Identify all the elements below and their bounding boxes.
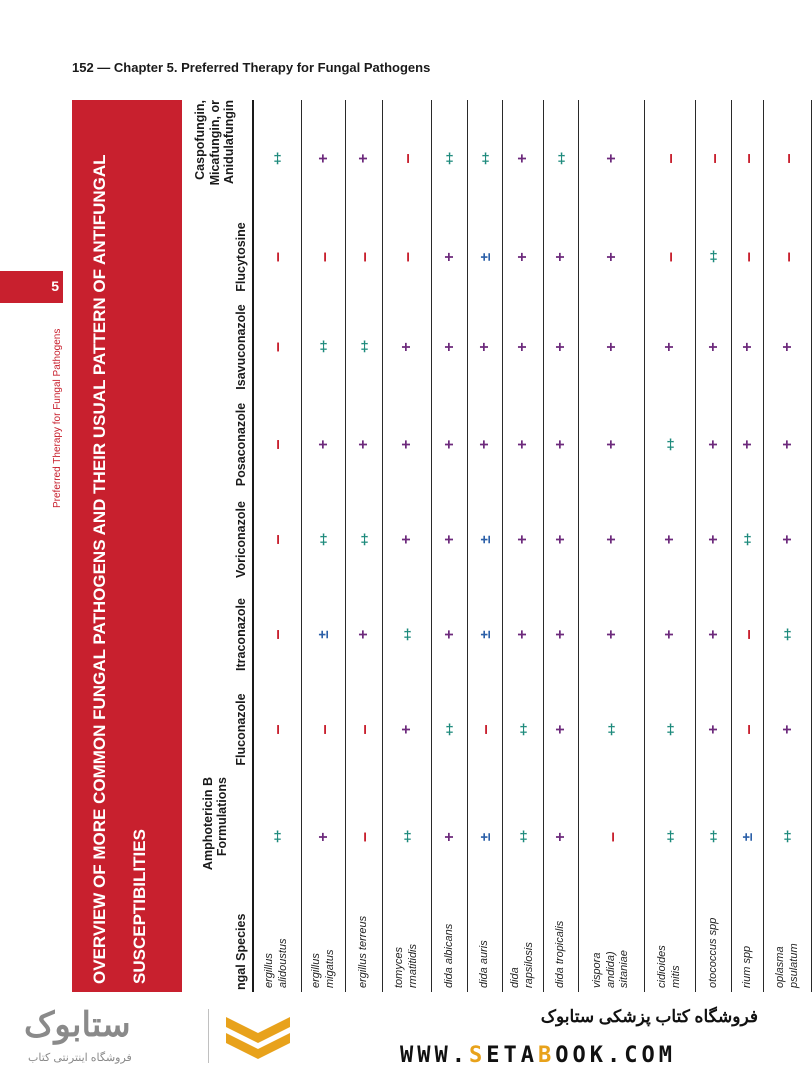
species-name-line: rapsilosis	[523, 942, 535, 988]
brand-wordmark: ستابوک	[24, 1006, 131, 1044]
shop-name: فروشگاه کتاب پزشکی ستابوک	[540, 1007, 758, 1026]
table-row	[346, 100, 382, 992]
minus-symbol: –	[660, 252, 680, 263]
susceptibility-cell	[503, 397, 543, 492]
susceptibility-cell	[346, 587, 382, 682]
species-name-line: mitis	[670, 965, 682, 988]
plus-symbol: +	[704, 342, 722, 352]
susceptibility-cell	[696, 100, 731, 217]
plus-symbol: +	[778, 439, 796, 450]
plus-symbol: +	[661, 342, 678, 352]
plus-minus-symbol: ±	[476, 252, 494, 262]
table-header	[182, 100, 252, 992]
plus-symbol: +	[552, 724, 569, 735]
url-part: OOK.COM	[555, 1043, 676, 1068]
double-dagger-symbol: ‡	[402, 828, 412, 846]
minus-symbol: –	[267, 629, 287, 640]
plus-symbol: +	[704, 534, 722, 545]
plus-symbol: +	[738, 342, 756, 352]
double-dagger-symbol: ‡	[607, 721, 616, 738]
susceptibility-cell	[346, 682, 382, 777]
susceptibility-cell	[544, 682, 578, 777]
double-dagger-symbol: ‡	[709, 828, 718, 846]
susceptibility-cell	[579, 682, 644, 777]
plus-symbol: +	[440, 629, 458, 640]
url-accent: S	[468, 1043, 487, 1068]
species-name	[383, 897, 431, 992]
susceptibility-cell	[503, 217, 543, 297]
double-dagger-symbol: ‡	[445, 150, 454, 167]
minus-symbol: –	[703, 153, 724, 164]
double-dagger-symbol: ‡	[272, 828, 282, 846]
susceptibility-cell	[383, 492, 431, 587]
plus-symbol: +	[355, 153, 372, 164]
susceptibility-cell	[579, 100, 644, 217]
susceptibility-cell	[645, 297, 695, 397]
susceptibility-cell	[503, 297, 543, 397]
susceptibility-cell	[732, 100, 763, 217]
minus-symbol: –	[737, 252, 758, 263]
susceptibility-cell	[696, 682, 731, 777]
plus-symbol: +	[738, 439, 756, 450]
table-row	[696, 100, 731, 992]
plus-symbol: +	[398, 534, 415, 545]
susceptibility-cell	[732, 682, 763, 777]
plus-symbol: +	[552, 252, 569, 262]
plus-symbol: +	[398, 342, 415, 352]
species-name	[544, 897, 578, 992]
minus-symbol: –	[737, 629, 758, 640]
susceptibility-cell	[696, 492, 731, 587]
plus-symbol: +	[440, 832, 458, 842]
susceptibility-cell	[645, 682, 695, 777]
plus-symbol: +	[514, 342, 531, 352]
plus-minus-symbol: ±	[476, 832, 494, 842]
susceptibility-cell	[432, 397, 467, 492]
susceptibility-cell	[432, 682, 467, 777]
susceptibility-cell	[732, 297, 763, 397]
susceptibility-cell	[579, 492, 644, 587]
susceptibility-cell	[432, 217, 467, 297]
running-head: 152 — Chapter 5. Preferred Therapy for Fungal Pathogens	[72, 60, 431, 75]
susceptibility-cell	[544, 492, 578, 587]
species-name-line: cidioides	[656, 945, 669, 988]
plus-symbol: +	[661, 629, 678, 640]
susceptibility-cell	[383, 397, 431, 492]
susceptibility-cell	[764, 492, 811, 587]
susceptibility-cell	[468, 297, 502, 397]
minus-symbol: –	[737, 724, 758, 735]
table-row	[503, 100, 543, 992]
table-row	[383, 100, 431, 992]
susceptibility-cell	[764, 777, 811, 897]
species-name-line: dida	[509, 967, 522, 988]
susceptibility-cell	[302, 297, 345, 397]
double-dagger-symbol: ‡	[359, 531, 369, 548]
double-dagger-symbol: ‡	[272, 150, 282, 167]
plus-symbol: +	[314, 832, 332, 842]
plus-symbol: +	[704, 629, 722, 640]
chapter-number: 5	[51, 278, 59, 294]
plus-symbol: +	[514, 252, 531, 262]
susceptibility-cell	[383, 297, 431, 397]
species-name-line: rmatitidis	[407, 943, 419, 988]
plus-symbol: +	[514, 629, 531, 640]
susceptibility-cell	[432, 492, 467, 587]
susceptibility-cell	[503, 587, 543, 682]
species-name	[764, 897, 811, 992]
minus-symbol: –	[475, 724, 495, 735]
susceptibility-cell	[645, 397, 695, 492]
susceptibility-cell	[302, 587, 345, 682]
susceptibility-cell	[696, 397, 731, 492]
minus-symbol: –	[267, 252, 287, 263]
double-dagger-symbol: ‡	[359, 338, 369, 356]
susceptibility-cell	[432, 777, 467, 897]
susceptibility-cell	[579, 297, 644, 397]
plus-symbol: +	[602, 252, 620, 262]
susceptibility-cell	[302, 397, 345, 492]
double-dagger-symbol: ‡	[743, 531, 752, 548]
plus-symbol: +	[514, 153, 531, 164]
table-row	[302, 100, 345, 992]
double-dagger-symbol: ‡	[665, 721, 675, 738]
shop-url	[400, 1043, 676, 1068]
brand-subtitle: فروشگاه اینترنتی کتاب	[28, 1052, 132, 1064]
double-dagger-symbol: ‡	[319, 531, 328, 548]
susceptibility-cell	[544, 397, 578, 492]
susceptibility-cell	[732, 217, 763, 297]
double-dagger-symbol: ‡	[783, 828, 792, 846]
susceptibility-cell	[432, 100, 467, 217]
susceptibility-cell	[253, 397, 301, 492]
susceptibility-cell	[253, 682, 301, 777]
species-name-line: ergillus	[263, 953, 276, 988]
susceptibility-cell	[253, 100, 301, 217]
susceptibility-cell	[696, 217, 731, 297]
susceptibility-cell	[346, 397, 382, 492]
species-name	[732, 897, 763, 992]
susceptibility-cell	[764, 297, 811, 397]
susceptibility-cell	[645, 100, 695, 217]
table-row	[432, 100, 467, 992]
publisher-footer	[0, 993, 774, 1079]
col-header-amphotericin	[182, 777, 252, 897]
minus-symbol: –	[354, 252, 374, 263]
minus-symbol: –	[777, 153, 798, 164]
double-dagger-symbol: ‡	[665, 436, 675, 453]
susceptibility-cell	[579, 777, 644, 897]
minus-symbol: –	[777, 252, 798, 263]
susceptibility-cell	[544, 587, 578, 682]
minus-symbol: –	[354, 832, 374, 843]
susceptibility-cell	[346, 100, 382, 217]
susceptibility-cell	[346, 777, 382, 897]
species-name-line: alidoustus	[277, 938, 289, 988]
minus-symbol: –	[267, 724, 287, 735]
susceptibility-cell	[302, 777, 345, 897]
col-header-flucytosine: Flucytosine	[233, 222, 248, 292]
susceptibility-cell	[503, 492, 543, 587]
susceptibility-cell	[468, 777, 502, 897]
plus-symbol: +	[514, 439, 531, 450]
susceptibility-cell	[645, 587, 695, 682]
table-title-line1: OVERVIEW OF MORE COMMON FUNGAL PATHOGENS AND THEIR USUAL PATTERN OF ANTIFUNGAL	[90, 154, 109, 984]
double-dagger-symbol: ‡	[445, 721, 454, 738]
susceptibility-cell	[764, 397, 811, 492]
col-header-amphotericin-l1: Amphotericin B	[200, 777, 215, 871]
plus-symbol: +	[602, 629, 620, 640]
susceptibility-cell	[432, 587, 467, 682]
plus-symbol: +	[514, 534, 531, 545]
plus-symbol: +	[398, 724, 415, 735]
plus-symbol: +	[778, 342, 796, 352]
plus-symbol: +	[778, 724, 796, 735]
susceptibility-cell	[764, 100, 811, 217]
species-name-line: tomyces	[393, 947, 406, 988]
col-header-echinocandins	[182, 100, 252, 217]
susceptibility-table	[72, 100, 800, 992]
susceptibility-cell	[468, 217, 502, 297]
double-dagger-symbol: ‡	[556, 150, 566, 167]
susceptibility-cell	[468, 100, 502, 217]
susceptibility-cell	[468, 682, 502, 777]
chapter-side-tab	[0, 271, 63, 303]
minus-symbol: –	[354, 724, 374, 735]
table-row	[732, 100, 763, 992]
double-dagger-symbol: ‡	[480, 150, 490, 167]
table-title-line2: SUSCEPTIBILITIES	[130, 829, 149, 984]
col-header-species: ngal Species	[233, 913, 248, 990]
plus-symbol: +	[778, 534, 796, 545]
double-dagger-symbol: ‡	[402, 626, 412, 643]
species-name	[432, 897, 467, 992]
table-row	[645, 100, 695, 992]
col-header-amphotericin-l2: Formulations	[215, 777, 229, 857]
susceptibility-cell	[579, 587, 644, 682]
plus-symbol: +	[355, 629, 372, 640]
species-name	[253, 897, 301, 992]
minus-symbol: –	[313, 252, 334, 263]
species-name-line: andida)	[604, 951, 617, 988]
species-name	[468, 897, 502, 992]
susceptibility-cell	[468, 397, 502, 492]
plus-minus-symbol: ±	[476, 535, 494, 544]
species-name	[696, 897, 731, 992]
species-name-line: otococcus spp	[706, 917, 719, 988]
species-name	[503, 897, 543, 992]
plus-symbol: +	[440, 439, 458, 450]
species-name-line: dida tropicalis	[554, 920, 567, 988]
susceptibility-cell	[253, 777, 301, 897]
col-header-echinocandins-l2: Micafungin, or	[207, 100, 222, 186]
susceptibility-cell	[468, 587, 502, 682]
plus-minus-symbol: ±	[315, 630, 332, 639]
susceptibility-cell	[383, 587, 431, 682]
plus-symbol: +	[552, 629, 569, 640]
susceptibility-cell	[732, 587, 763, 682]
col-header-echinocandins-l3: Anidulafungin	[222, 100, 237, 185]
species-name-line: dida auris	[478, 940, 491, 988]
col-header-itraconazole: Itraconazole	[233, 598, 248, 671]
susceptibility-cell	[696, 297, 731, 397]
col-header-isavuconazole: Isavuconazole	[233, 304, 248, 390]
plus-symbol: +	[398, 439, 415, 450]
species-name-line: dida albicans	[442, 923, 455, 988]
species-name-line: rium spp	[740, 945, 753, 988]
plus-symbol: +	[602, 153, 620, 164]
susceptibility-cell	[503, 100, 543, 217]
minus-symbol: –	[397, 153, 417, 164]
url-accent: B	[537, 1043, 556, 1068]
susceptibility-cell	[696, 587, 731, 682]
susceptibility-cell	[732, 397, 763, 492]
col-header-echinocandins-l1: Caspofungin,	[193, 100, 208, 180]
susceptibility-cell	[383, 682, 431, 777]
minus-symbol: –	[267, 439, 287, 450]
plus-symbol: +	[602, 439, 620, 450]
susceptibility-cell	[302, 682, 345, 777]
plus-symbol: +	[661, 534, 678, 545]
susceptibility-cell	[579, 217, 644, 297]
susceptibility-cell	[253, 492, 301, 587]
chapter-side-label: Preferred Therapy for Fungal Pathogens	[52, 328, 63, 509]
double-dagger-symbol: ‡	[319, 338, 328, 356]
plus-symbol: +	[552, 439, 569, 450]
susceptibility-cell	[383, 100, 431, 217]
susceptibility-cell	[253, 297, 301, 397]
double-dagger-symbol: ‡	[709, 248, 718, 266]
susceptibility-cell	[645, 492, 695, 587]
plus-symbol: +	[552, 342, 569, 352]
susceptibility-cell	[764, 217, 811, 297]
plus-symbol: +	[314, 439, 332, 450]
susceptibility-cell	[503, 777, 543, 897]
col-header-posaconazole: Posaconazole	[233, 402, 248, 487]
minus-symbol: –	[737, 153, 758, 164]
susceptibility-cell	[432, 297, 467, 397]
species-name-line: ergillus terreus	[357, 915, 370, 988]
species-name	[302, 897, 345, 992]
susceptibility-cell	[346, 217, 382, 297]
table-title-band	[72, 100, 182, 992]
plus-symbol: +	[440, 534, 458, 545]
susceptibility-cell	[302, 492, 345, 587]
minus-symbol: –	[397, 252, 417, 263]
double-dagger-symbol: ‡	[665, 828, 675, 846]
col-header-voriconazole: Voriconazole	[233, 501, 248, 578]
double-dagger-symbol: ‡	[518, 828, 528, 846]
susceptibility-cell	[302, 217, 345, 297]
susceptibility-cell	[544, 297, 578, 397]
table-row	[468, 100, 502, 992]
susceptibility-cell	[544, 217, 578, 297]
susceptibility-cell	[503, 682, 543, 777]
plus-minus-symbol: ±	[476, 630, 494, 639]
plus-symbol: +	[476, 342, 493, 352]
susceptibility-cell	[764, 682, 811, 777]
minus-symbol: –	[313, 724, 334, 735]
plus-symbol: +	[552, 534, 569, 545]
susceptibility-cell	[645, 217, 695, 297]
minus-symbol: –	[267, 534, 287, 545]
plus-symbol: +	[440, 252, 458, 262]
susceptibility-cell	[302, 100, 345, 217]
minus-symbol: –	[267, 342, 287, 353]
susceptibility-cell	[253, 587, 301, 682]
plus-symbol: +	[704, 439, 722, 450]
book-logo-icon	[222, 1007, 294, 1067]
susceptibility-cell	[346, 297, 382, 397]
minus-symbol: –	[660, 153, 680, 164]
url-part: ETA	[486, 1043, 538, 1068]
plus-symbol: +	[602, 342, 620, 352]
minus-symbol: –	[601, 832, 622, 843]
susceptibility-cell	[383, 777, 431, 897]
double-dagger-symbol: ‡	[518, 721, 528, 738]
plus-symbol: +	[704, 724, 722, 735]
susceptibility-cell	[383, 217, 431, 297]
table-row	[253, 100, 301, 992]
table-row	[764, 100, 811, 992]
plus-symbol: +	[355, 439, 372, 450]
species-name-line: vispora	[590, 952, 603, 988]
plus-symbol: +	[602, 534, 620, 545]
species-name-line: oplasma	[773, 946, 786, 988]
plus-symbol: +	[440, 342, 458, 352]
susceptibility-cell	[579, 397, 644, 492]
susceptibility-cell	[732, 777, 763, 897]
species-name-line: sitaniae	[618, 950, 631, 988]
susceptibility-cell	[544, 100, 578, 217]
double-dagger-symbol: ‡	[783, 626, 792, 643]
species-name	[346, 897, 382, 992]
table-row	[579, 100, 644, 992]
plus-symbol: +	[314, 153, 332, 164]
susceptibility-cell	[732, 492, 763, 587]
url-part: WWW.	[400, 1043, 469, 1068]
plus-symbol: +	[552, 832, 569, 842]
susceptibility-cell	[696, 777, 731, 897]
susceptibility-cell	[346, 492, 382, 587]
table-row	[544, 100, 578, 992]
susceptibility-cell	[468, 492, 502, 587]
susceptibility-cell	[764, 587, 811, 682]
susceptibility-cell	[544, 777, 578, 897]
species-name-line: ergillus	[309, 953, 322, 988]
col-header-fluconazole: Fluconazole	[233, 693, 248, 766]
species-name	[645, 897, 695, 992]
susceptibility-cell	[645, 777, 695, 897]
species-name-line: migatus	[323, 949, 336, 988]
species-name-line: psulatum	[787, 943, 800, 988]
species-name	[579, 897, 644, 992]
plus-minus-symbol: ±	[739, 832, 756, 842]
divider	[208, 1009, 209, 1063]
susceptibility-cell	[253, 217, 301, 297]
plus-symbol: +	[476, 439, 493, 450]
